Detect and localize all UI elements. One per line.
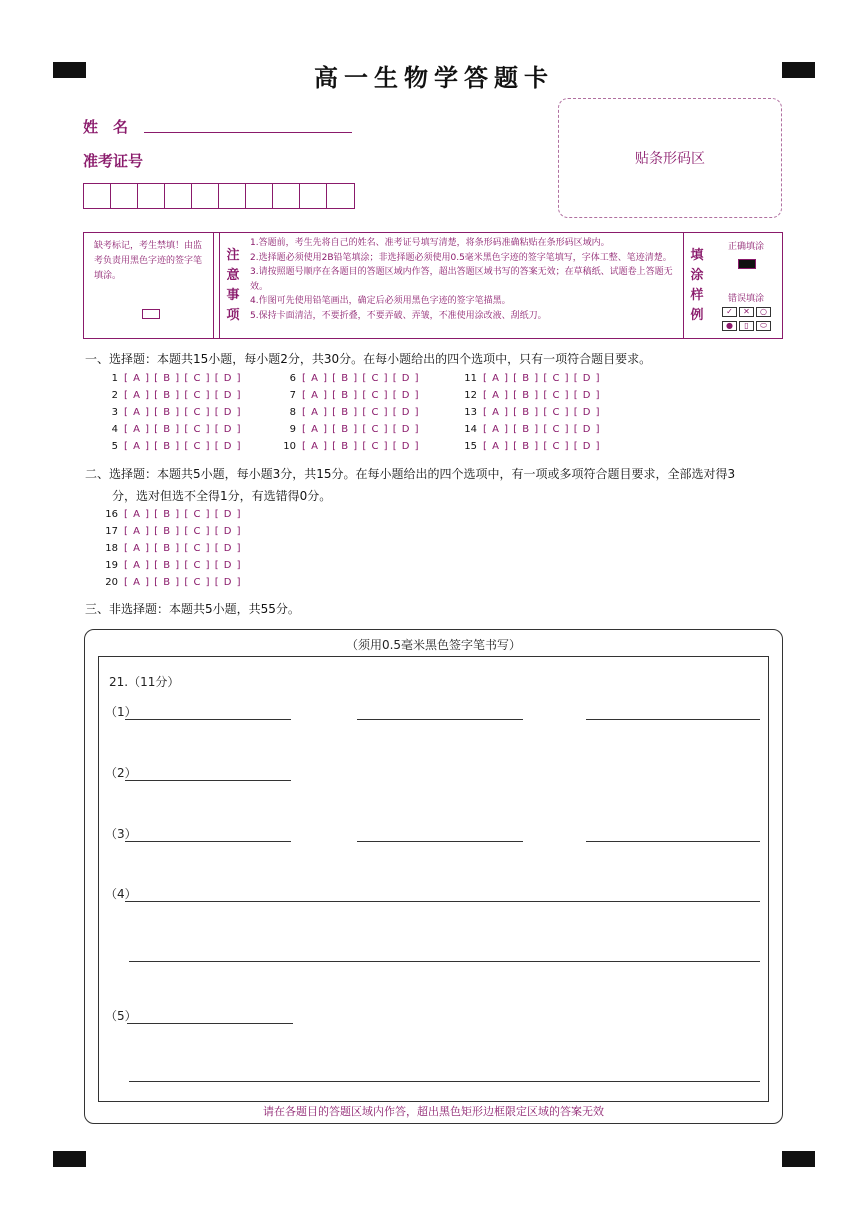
oval-mark-icon: ⬭ bbox=[756, 321, 771, 331]
answer-box-header: （须用0.5毫米黑色签字笔书写） bbox=[345, 638, 522, 652]
notice-item: 2.选择题必须使用2B铅笔填涂；非选择题必须使用0.5毫米黑色字迹的签字笔填写，字体工整、笔迹清楚。 bbox=[250, 252, 672, 263]
answer-line[interactable] bbox=[125, 719, 291, 720]
question-row[interactable] bbox=[96, 577, 242, 588]
question-row[interactable] bbox=[96, 509, 242, 520]
fill-sample bbox=[710, 233, 782, 338]
part-4-label: （4） bbox=[105, 887, 137, 901]
question-number: 11 bbox=[464, 373, 477, 384]
answer-options[interactable]: [ A ] [ B ] [ C ] [ D ] bbox=[483, 373, 601, 384]
question-row[interactable] bbox=[455, 424, 601, 435]
question-row[interactable] bbox=[274, 441, 420, 452]
answer-options[interactable]: [ A ] [ B ] [ C ] [ D ] bbox=[124, 390, 242, 401]
absent-mark-box[interactable] bbox=[142, 309, 160, 319]
question-row[interactable] bbox=[96, 390, 242, 401]
wrong-fill-label: 错误填涂 bbox=[728, 294, 765, 304]
answer-options[interactable]: [ A ] [ B ] [ C ] [ D ] bbox=[124, 441, 242, 452]
section1-heading: 一、选择题：本题共15小题，每小题2分，共30分。在每小题给出的四个选项中，只有一项符合题目要求。 bbox=[85, 352, 652, 366]
question-row[interactable] bbox=[96, 560, 242, 571]
part-5-label: （5） bbox=[105, 1009, 137, 1023]
answer-line[interactable] bbox=[586, 841, 760, 842]
answer-area-q21[interactable] bbox=[98, 656, 769, 1102]
answer-options[interactable]: [ A ] [ B ] [ C ] [ D ] bbox=[124, 373, 242, 384]
id-cell[interactable] bbox=[111, 184, 138, 208]
answer-line[interactable] bbox=[586, 719, 760, 720]
question-number: 15 bbox=[464, 441, 477, 452]
notice-label-char: 注 bbox=[226, 247, 240, 263]
answer-options[interactable]: [ A ] [ B ] [ C ] [ D ] bbox=[302, 407, 420, 418]
question-row[interactable] bbox=[455, 390, 601, 401]
question-number: 13 bbox=[464, 407, 477, 418]
answer-line[interactable] bbox=[129, 1081, 760, 1082]
answer-box bbox=[84, 629, 783, 1124]
question-number: 12 bbox=[464, 390, 477, 401]
dot-mark-icon: ● bbox=[722, 321, 737, 331]
question-number: 19 bbox=[105, 560, 118, 571]
fill-label-char: 例 bbox=[690, 307, 704, 323]
correct-fill-label: 正确填涂 bbox=[728, 242, 765, 252]
notice-label-char: 事 bbox=[226, 287, 240, 303]
corner-mark-bottom-left bbox=[53, 1151, 86, 1167]
question-21-label: 21.（11分） bbox=[109, 675, 180, 689]
answer-line[interactable] bbox=[357, 841, 523, 842]
page-title: 高一生物学答题卡 bbox=[314, 64, 554, 92]
fill-label-char: 填 bbox=[690, 247, 704, 263]
question-number: 10 bbox=[283, 441, 296, 452]
id-cell[interactable] bbox=[219, 184, 246, 208]
id-cell[interactable] bbox=[138, 184, 165, 208]
question-row[interactable] bbox=[96, 373, 242, 384]
question-row[interactable] bbox=[274, 390, 420, 401]
question-number: 2 bbox=[111, 390, 118, 401]
question-row[interactable] bbox=[96, 424, 242, 435]
answer-box-footer: 请在各题目的答题区域内作答，超出黑色矩形边框限定区域的答案无效 bbox=[263, 1105, 604, 1118]
question-number: 14 bbox=[464, 424, 477, 435]
answer-options[interactable]: [ A ] [ B ] [ C ] [ D ] bbox=[124, 424, 242, 435]
answer-options[interactable]: [ A ] [ B ] [ C ] [ D ] bbox=[302, 424, 420, 435]
question-number: 7 bbox=[289, 390, 296, 401]
wrong-fill-icons bbox=[722, 307, 771, 317]
answer-options[interactable]: [ A ] [ B ] [ C ] [ D ] bbox=[124, 407, 242, 418]
cross-mark-icon: ✕ bbox=[739, 307, 754, 317]
part-1-label: （1） bbox=[105, 705, 137, 719]
question-row[interactable] bbox=[96, 526, 242, 537]
answer-line[interactable] bbox=[357, 719, 523, 720]
circle-mark-icon: ○ bbox=[756, 307, 771, 317]
absent-mark-panel bbox=[84, 233, 214, 338]
question-number: 6 bbox=[289, 373, 296, 384]
answer-line[interactable] bbox=[127, 1023, 293, 1024]
question-number: 9 bbox=[289, 424, 296, 435]
question-number: 18 bbox=[105, 543, 118, 554]
fill-label-char: 涂 bbox=[690, 267, 704, 283]
question-row[interactable] bbox=[96, 543, 242, 554]
notice-item: 4.作图可先使用铅笔画出，确定后必须用黑色字迹的签字笔描黑。 bbox=[250, 296, 511, 306]
question-number: 3 bbox=[111, 407, 118, 418]
notice-label-char: 意 bbox=[226, 267, 240, 283]
corner-mark-bottom-right bbox=[782, 1151, 815, 1167]
notice-panel bbox=[83, 232, 783, 339]
answer-options[interactable]: [ A ] [ B ] [ C ] [ D ] bbox=[483, 390, 601, 401]
notice-items bbox=[246, 233, 684, 338]
answer-options[interactable]: [ A ] [ B ] [ C ] [ D ] bbox=[483, 424, 601, 435]
part-2-label: （2） bbox=[105, 766, 137, 780]
question-number: 8 bbox=[289, 407, 296, 418]
answer-options[interactable]: [ A ] [ B ] [ C ] [ D ] bbox=[483, 407, 601, 418]
question-row[interactable] bbox=[455, 441, 601, 452]
id-label: 准考证号 bbox=[83, 152, 144, 170]
answer-options[interactable]: [ A ] [ B ] [ C ] [ D ] bbox=[302, 390, 420, 401]
wrong-fill-icons bbox=[722, 321, 771, 331]
name-field[interactable] bbox=[144, 132, 352, 133]
question-number: 1 bbox=[111, 373, 118, 384]
notice-item: 5.保持卡面清洁，不要折叠，不要弄破、弄皱，不准使用涂改液、刮纸刀。 bbox=[250, 310, 547, 321]
barcode-label: 贴条形码区 bbox=[635, 151, 705, 167]
fill-example-label bbox=[684, 233, 710, 338]
answer-options[interactable]: [ A ] [ B ] [ C ] [ D ] bbox=[124, 526, 242, 537]
answer-options[interactable]: [ A ] [ B ] [ C ] [ D ] bbox=[483, 441, 601, 452]
id-cell[interactable] bbox=[192, 184, 219, 208]
notice-vertical-label bbox=[220, 233, 246, 338]
question-row[interactable] bbox=[455, 373, 601, 384]
answer-line[interactable] bbox=[129, 961, 760, 962]
id-cell[interactable] bbox=[246, 184, 273, 208]
id-cell[interactable] bbox=[300, 184, 327, 208]
barcode-area bbox=[558, 98, 782, 218]
partial-mark-icon: ▯ bbox=[739, 321, 754, 331]
correct-fill-icon bbox=[738, 259, 756, 269]
id-number-grid[interactable] bbox=[83, 183, 355, 209]
notice-item: 3.请按照题号顺序在各题目的答题区域内作答，超出答题区域书写的答案无效；在草稿纸、试题卷上答题无效。 bbox=[250, 267, 673, 292]
question-row[interactable] bbox=[274, 424, 420, 435]
notice-item: 1.答题前，考生先将自己的姓名、准考证号填写清楚，将条形码准确粘贴在条形码区域内。 bbox=[250, 238, 610, 248]
question-number: 16 bbox=[105, 509, 118, 520]
answer-options[interactable]: [ A ] [ B ] [ C ] [ D ] bbox=[124, 560, 242, 571]
answer-options[interactable]: [ A ] [ B ] [ C ] [ D ] bbox=[302, 441, 420, 452]
absent-mark-text: 缺考标记，考生禁填！由监考负责用黑色字迹的签字笔填涂。 bbox=[94, 241, 203, 281]
notice-label-char: 项 bbox=[226, 307, 240, 323]
id-cell[interactable] bbox=[84, 184, 111, 208]
answer-options[interactable]: [ A ] [ B ] [ C ] [ D ] bbox=[124, 543, 242, 554]
id-cell[interactable] bbox=[165, 184, 192, 208]
section2-heading-line1: 二、选择题：本题共5小题，每小题3分，共15分。在每小题给出的四个选项中，有一项或多项符合题目要求，全部选对得3 bbox=[85, 467, 736, 481]
question-number: 5 bbox=[111, 441, 118, 452]
question-row[interactable] bbox=[96, 407, 242, 418]
answer-line[interactable] bbox=[125, 841, 291, 842]
answer-line[interactable] bbox=[125, 780, 291, 781]
section3-heading: 三、非选择题：本题共5小题，共55分。 bbox=[85, 602, 300, 616]
id-cell[interactable] bbox=[273, 184, 300, 208]
id-cell[interactable] bbox=[327, 184, 354, 208]
answer-line[interactable] bbox=[125, 901, 760, 902]
question-row[interactable] bbox=[455, 407, 601, 418]
question-row[interactable] bbox=[274, 407, 420, 418]
check-mark-icon: ✓ bbox=[722, 307, 737, 317]
question-row[interactable] bbox=[274, 373, 420, 384]
question-number: 20 bbox=[105, 577, 118, 588]
answer-options[interactable]: [ A ] [ B ] [ C ] [ D ] bbox=[302, 373, 420, 384]
question-number: 4 bbox=[111, 424, 118, 435]
answer-options[interactable]: [ A ] [ B ] [ C ] [ D ] bbox=[124, 577, 242, 588]
part-3-label: （3） bbox=[105, 827, 137, 841]
question-row[interactable] bbox=[96, 441, 242, 452]
question-number: 17 bbox=[105, 526, 118, 537]
answer-options[interactable]: [ A ] [ B ] [ C ] [ D ] bbox=[124, 509, 242, 520]
name-label: 姓 名 bbox=[83, 118, 129, 136]
section2-heading-line2: 分，选对但选不全得1分，有选错得0分。 bbox=[112, 489, 332, 503]
fill-label-char: 样 bbox=[690, 287, 704, 303]
